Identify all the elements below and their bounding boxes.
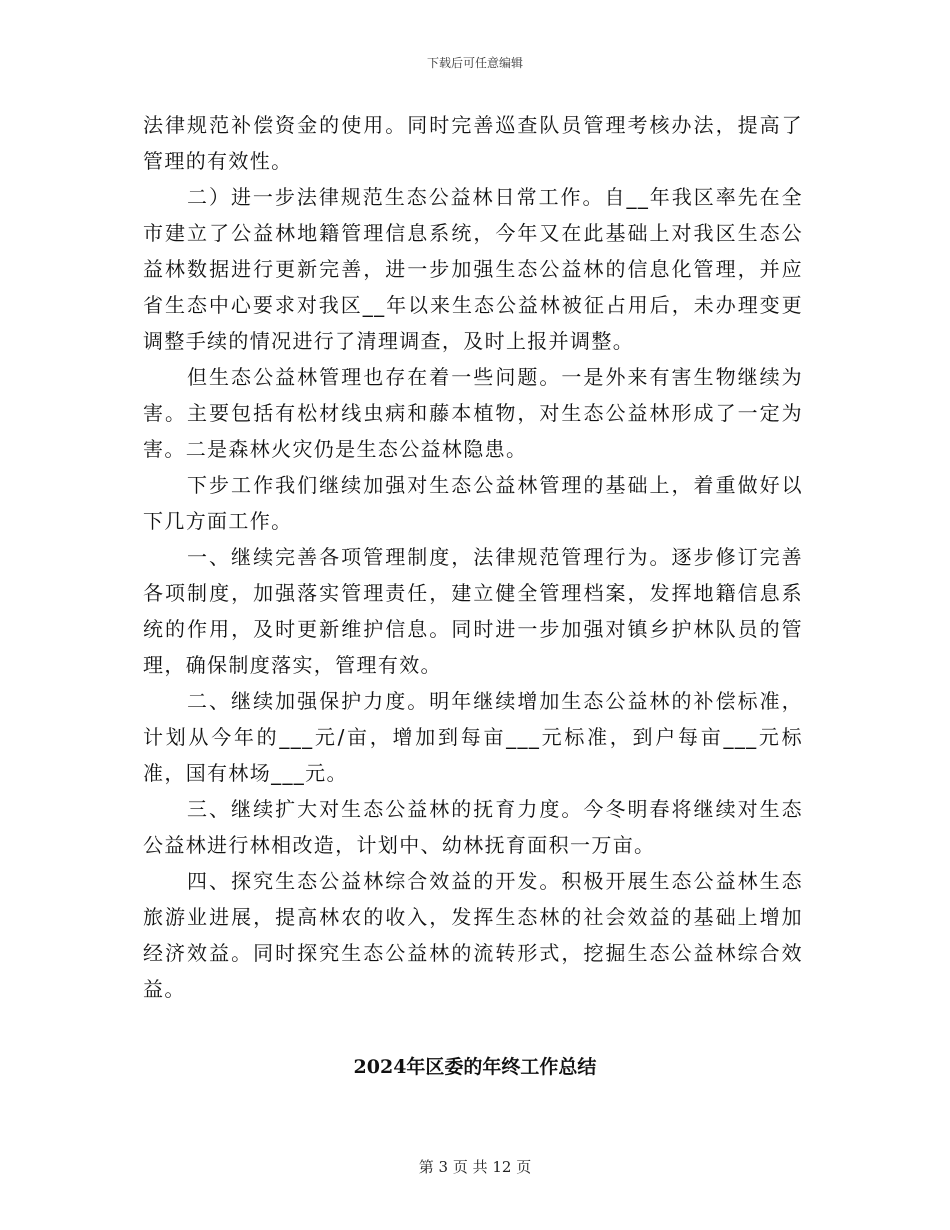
paragraph-item-two: 二、继续加强保护力度。明年继续增加生态公益林的补偿标准，计划从今年的___元/亩，增加到每亩___元标准，到户每亩___元标准，国有林场___元。 [143,689,803,785]
paragraph-daily-work: 二）进一步法律规范生态公益林日常工作。自__年我区率先在全市建立了公益林地籍管理信息系统，今年又在此基础上对我区生态公益林数据进行更新完善，进一步加强生态公益林的信息化管理，并应省生态中心要求对我区__年以来生态公益林被征占用后，未办理变更调整手续的情况进行了清理调查，及时上报并调整。 [143,185,803,353]
page-header: 下载后可任意编辑 [426,56,523,70]
paragraph-item-one: 一、继续完善各项管理制度，法律规范管理行为。逐步修订完善各项制度，加强落实管理责任，建立健全管理档案，发挥地籍信息系统的作用，及时更新维护信息。同时进一步加强对镇乡护林队员的管理，确保制度落实，管理有效。 [143,545,803,677]
page-footer: 第 3 页 共 12 页 [418,1158,532,1176]
paragraph-item-three: 三、继续扩大对生态公益林的抚育力度。今冬明春将继续对生态公益林进行林相改造，计划中、幼林抚育面积一万亩。 [143,797,803,857]
paragraph-item-four: 四、探究生态公益林综合效益的开发。积极开展生态公益林生态旅游业进展，提高林农的收入，发挥生态林的社会效益的基础上增加经济效益。同时探究生态公益林的流转形式，挖掘生态公益林综合效益。 [143,869,803,1001]
paragraph-continuation: 法律规范补偿资金的使用。同时完善巡查队员管理考核办法，提高了管理的有效性。 [143,113,803,173]
section-title: 2024年区委的年终工作总结 [353,1056,597,1078]
paragraph-next-steps: 下步工作我们继续加强对生态公益林管理的基础上，着重做好以下几方面工作。 [143,473,803,533]
paragraph-problems: 但生态公益林管理也存在着一些问题。一是外来有害生物继续为害。主要包括有松材线虫病和藤本植物，对生态公益林形成了一定为害。二是森林火灾仍是生态公益林隐患。 [143,365,803,461]
document-body [143,107,803,1007]
